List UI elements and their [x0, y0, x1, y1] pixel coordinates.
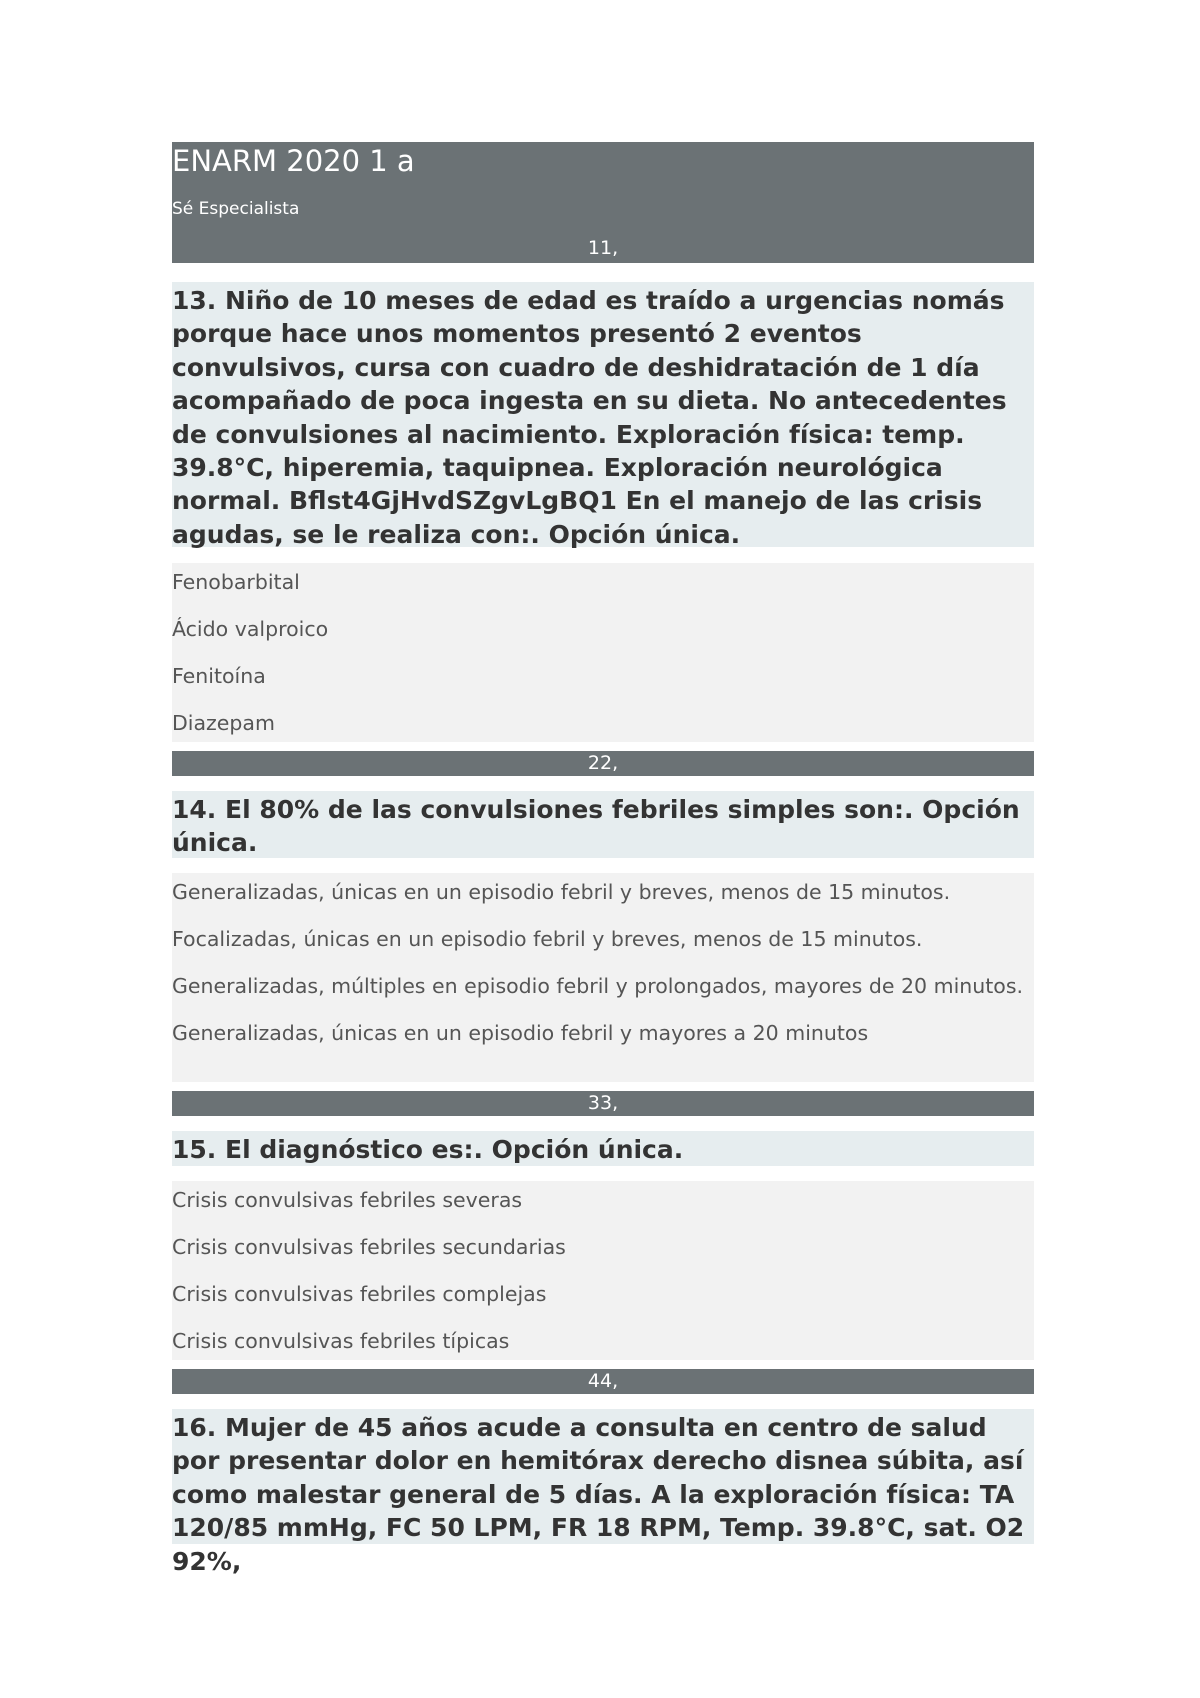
answer-option: Crisis convulsivas febriles severas — [172, 1188, 523, 1212]
answer-option: Focalizadas, únicas en un episodio febril y breves, menos de 15 minutos. — [172, 927, 923, 951]
answer-option: Generalizadas, únicas en un episodio febril y mayores a 20 minutos — [172, 1021, 869, 1045]
section-number: 44, — [172, 1369, 1034, 1394]
question-text: 14. El 80% de las convulsiones febriles simples son:. Opción única. — [172, 791, 1034, 858]
section-number: 33, — [172, 1091, 1034, 1116]
question-text: 16. Mujer de 45 años acude a consulta en centro de salud por presentar dolor en hemitórax derecho disnea súbita, así como malestar general de 5 días. A la exploración física: TA 120/85 mmHg, FC 50 LPM, FR 18 RPM, Temp. 39.8°C, sat. O2 92%, — [172, 1409, 1034, 1544]
document-title: ENARM 2020 1 a — [172, 144, 415, 178]
answer-options — [172, 563, 1034, 742]
answer-option: Crisis convulsivas febriles secundarias — [172, 1235, 566, 1259]
section-number: 11, — [587, 237, 619, 259]
document-header — [172, 142, 1034, 263]
answer-option: Fenitoína — [172, 664, 266, 688]
answer-option: Fenobarbital — [172, 570, 300, 594]
answer-options — [172, 1181, 1034, 1360]
answer-option: Generalizadas, múltiples en episodio febril y prolongados, mayores de 20 minutos. — [172, 974, 1024, 998]
answer-options — [172, 873, 1034, 1082]
answer-option: Ácido valproico — [172, 617, 329, 641]
question-text: 15. El diagnóstico es:. Opción única. — [172, 1131, 1034, 1166]
answer-option: Crisis convulsivas febriles típicas — [172, 1329, 510, 1353]
section-number: 22, — [172, 751, 1034, 776]
document-subtitle: Sé Especialista — [172, 199, 300, 219]
answer-option: Crisis convulsivas febriles complejas — [172, 1282, 547, 1306]
question-text: 13. Niño de 10 meses de edad es traído a urgencias nomás porque hace unos momentos presentó 2 eventos convulsivos, cursa con cuadro de deshidratación de 1 día acompañado de poca ingesta en su dieta. No antecedentes de convulsiones al nacimiento. Exploración física: temp. 39.8°C, hiperemia, taquipnea. Exploración neurológica normal. Bflst4GjHvdSZgvLgBQ1 En el manejo de las crisis agudas, se le realiza con:. Opción única. — [172, 282, 1034, 547]
answer-option: Diazepam — [172, 711, 275, 735]
answer-option: Generalizadas, únicas en un episodio febril y breves, menos de 15 minutos. — [172, 880, 951, 904]
